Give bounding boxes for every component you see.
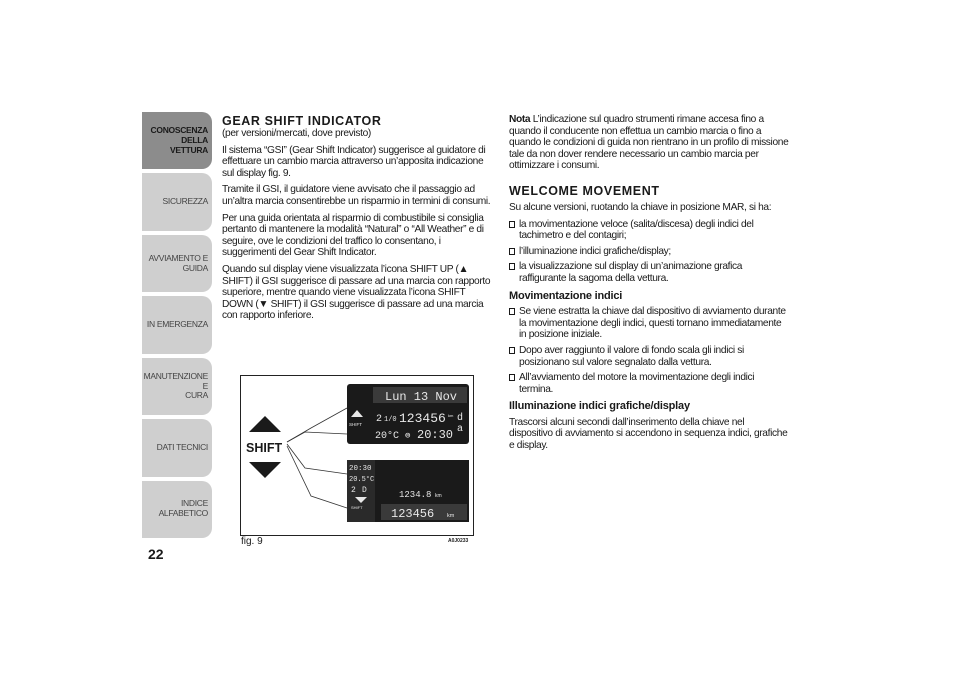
checkbox-bullet-icon xyxy=(509,374,515,381)
display-mode-d: d a xyxy=(457,413,464,435)
display-temp: 20°C xyxy=(375,431,400,442)
subheading-illuminazione-indici: Illuminazione indici grafiche/display xyxy=(509,400,690,413)
display-trip-unit: 1/0 xyxy=(384,416,397,424)
checkbox-bullet-icon xyxy=(509,221,515,228)
paragraph: Quando sul display viene visualizzata l’icona SHIFT UP (▲ SHIFT) il GSI suggerisce di passare ad una marcia con rapporto superiore, mentre quando viene visualizzata l’icona SHIFT DOWN (▼ SHIFT) il GSI suggerisce di passare ad una marcia con rapporto inferiore. xyxy=(222,263,491,322)
tab-manutenzione-e-cura[interactable]: MANUTENZIONE E CURA xyxy=(142,358,212,415)
paragraph: Il sistema “GSI” (Gear Shift Indicator) suggerisce al guidatore di effettuare un cambio marcia attraverso un’apposita indicazione sul display fig. 9. xyxy=(222,144,486,179)
list-item: la movimentazione veloce (salita/discesa) degli indici del tachimetro e del contagiri; xyxy=(509,219,789,242)
left-column xyxy=(222,114,494,327)
display2-shift-small: SHIFT xyxy=(351,505,363,510)
list-item: l’illuminazione indici grafiche/display; xyxy=(509,246,789,258)
paragraph: Su alcune versioni, ruotando la chiave in posizione MAR, si ha: xyxy=(509,201,772,213)
figure-caption: fig. 9 xyxy=(241,536,263,547)
page-number: 22 xyxy=(148,546,164,562)
bullet-list xyxy=(509,306,789,395)
shift-indicator-icon xyxy=(246,416,282,478)
list-item: Dopo aver raggiunto il valore di fondo scala gli indici si posizionano sul valore segnalato dalla vettura. xyxy=(509,345,789,368)
gsi-display-illustration xyxy=(241,376,473,535)
tab-conoscenza-della-vettura[interactable]: CONOSCENZA DELLA VETTURA xyxy=(142,112,212,169)
section-subheading: (per versioni/mercati, dove previsto) xyxy=(222,128,371,139)
note-paragraph xyxy=(509,114,789,172)
display-time: 20:30 xyxy=(417,428,454,442)
display-date: Lun 13 Nov xyxy=(385,390,458,404)
display2-gear: 2 xyxy=(351,486,356,495)
figure-gsi-display xyxy=(240,375,474,536)
display-bottom xyxy=(347,460,469,522)
right-column xyxy=(509,114,789,457)
display-odo-unit: km xyxy=(448,413,454,418)
list-item: All’avviamento del motore la movimentazione degli indici termina. xyxy=(509,372,789,395)
tab-sicurezza[interactable]: SICUREZZA xyxy=(142,173,212,230)
paragraph: Per una guida orientata al risparmio di combustibile si consiglia pertanto di mantenere la modalità “Natural” o “All Weather” e di seguire, ove le condizioni del traffico lo consentano, i suggerimenti del Gear Shift Indicator. xyxy=(222,212,484,259)
display2-odo-unit: km xyxy=(447,513,455,519)
checkbox-bullet-icon xyxy=(509,347,515,354)
display2-time: 20:30 xyxy=(349,465,372,473)
checkbox-bullet-icon xyxy=(509,308,515,315)
display2-temp: 20.5°C xyxy=(349,476,375,484)
figure-code: A0J0233 xyxy=(448,538,469,544)
tab-in-emergenza[interactable]: IN EMERGENZA xyxy=(142,296,212,353)
note-text: L’indicazione sul quadro strumenti rimane accesa fino a quando il conducente non effettua un cambio marcia o fino a quando le condizioni di guida non rientrano in un profilo di missione tale da non dover rendere necessario un cambio marcia per ottimizzare i consumi. xyxy=(509,114,789,172)
section-heading-gear-shift-indicator: GEAR SHIFT INDICATOR xyxy=(222,114,382,128)
checkbox-bullet-icon xyxy=(509,263,515,270)
display-trip: 2 xyxy=(376,414,383,425)
tab-indice-alfabetico[interactable]: INDICE ALFABETICO xyxy=(142,481,212,538)
checkbox-bullet-icon xyxy=(509,248,515,255)
tab-avviamento-e-guida[interactable]: AVVIAMENTO E GUIDA xyxy=(142,235,212,292)
paragraph: Trascorsi alcuni secondi dall’inserimento della chiave nel dispositivo di avviamento si accendono in sequenza indici, grafiche e display. xyxy=(509,416,788,452)
list-item: la visualizzazione sul display di un’animazione grafica raffigurante la sagoma della vettura. xyxy=(509,261,789,284)
note-label: Nota xyxy=(509,114,531,125)
list-item: Se viene estratta la chiave dal dispositivo di avviamento durante la movimentazione degli indici, questi tornano immediatamente in posizione iniziale. xyxy=(509,306,789,341)
display-top xyxy=(347,384,469,444)
display-clock-icon: ⊜ xyxy=(405,431,411,441)
tab-dati-tecnici[interactable]: DATI TECNICI xyxy=(142,419,212,476)
section-heading-welcome-movement: WELCOME MOVEMENT xyxy=(509,183,660,198)
paragraph: Tramite il GSI, il guidatore viene avvisato che il passaggio ad un’altra marcia consentirebbe un risparmio in termini di consumi. xyxy=(222,184,491,207)
bullet-list xyxy=(509,219,789,285)
chapter-sidebar xyxy=(142,112,212,538)
display2-trip-km: 1234.8 xyxy=(399,490,432,500)
subheading-movimentazione-indici: Movimentazione indici xyxy=(509,289,623,302)
shift-label: SHIFT xyxy=(246,441,283,455)
display-shift-small: SHIFT xyxy=(349,422,362,427)
display-odometer: 123456 xyxy=(399,411,446,426)
display2-trip-unit: km xyxy=(435,493,442,499)
display2-mode: D xyxy=(362,486,367,495)
display2-odometer: 123456 xyxy=(391,507,435,521)
